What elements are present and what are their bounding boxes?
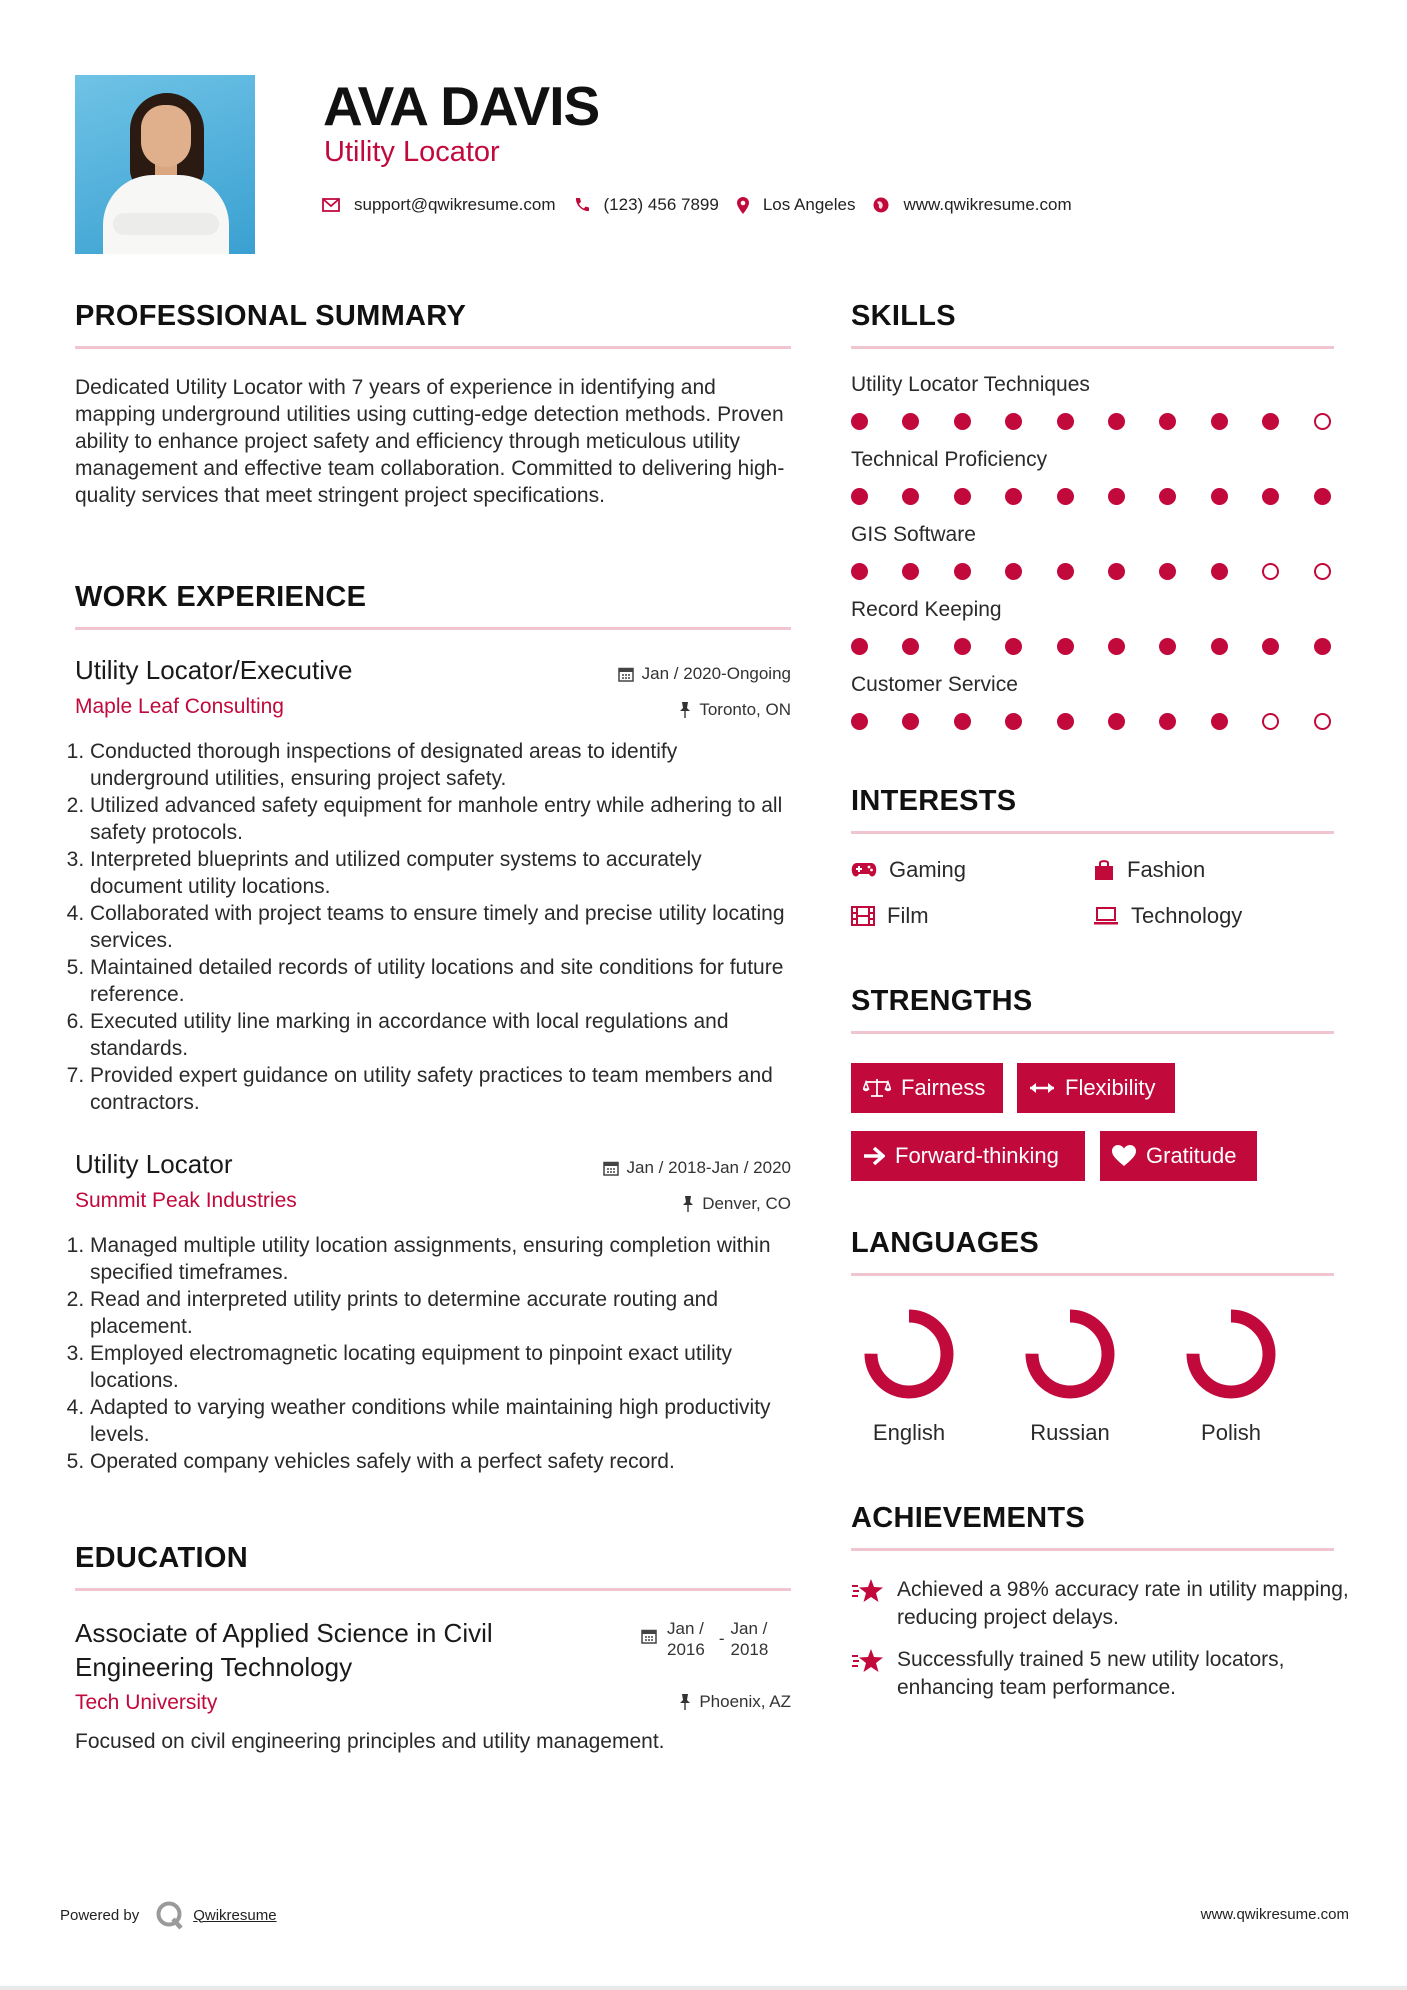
skill-name: GIS Software <box>851 523 976 546</box>
education-dates <box>641 1618 768 1660</box>
skill-dot-filled <box>1108 638 1125 655</box>
job-dates-text: Jan / 2020-Ongoing <box>641 664 791 683</box>
strength-label: Flexibility <box>1065 1075 1156 1100</box>
school-name: Tech University <box>75 1691 218 1714</box>
skill-dot-filled <box>1108 413 1125 430</box>
job-title: Utility Locator <box>75 1149 233 1179</box>
language-name: Russian <box>1030 1420 1110 1445</box>
job-title: Utility Locator/Executive <box>75 655 353 685</box>
language-name: Polish <box>1201 1420 1261 1445</box>
summary-text: Dedicated Utility Locator with 7 years of experience in identifying and mapping underground utilities using cutting-edge detection methods. Proven ability to enhance project safety and efficiency through meticulous utility management and effective team collaboration. Committed to delivering high-quality services that meet stringent project specifications. <box>75 376 785 507</box>
contact-phone-text: (123) 456 7899 <box>603 195 719 214</box>
strengths-heading: STRENGTHS <box>851 985 1033 1017</box>
summary-heading: PROFESSIONAL SUMMARY <box>75 300 467 332</box>
job-location-text: Toronto, ON <box>699 700 791 719</box>
skill-dot-filled <box>954 563 971 580</box>
duty-item: 2. Read and interpreted utility prints to determine accurate routing and placement. <box>90 1286 794 1340</box>
interest-gaming <box>851 857 966 883</box>
footer-powered-by <box>60 1900 277 1930</box>
section-divider <box>851 346 1334 349</box>
duty-item: 1. Conducted thorough inspections of designated areas to identify underground utilities, ensuring project safety. <box>90 738 794 792</box>
strength-label: Fairness <box>901 1075 986 1100</box>
globe-icon <box>873 197 889 213</box>
skill-dot-filled <box>954 488 971 505</box>
interest-label: Fashion <box>1127 857 1206 882</box>
language-level-arc <box>1032 1316 1108 1392</box>
skill-rating <box>851 411 1334 433</box>
envelope-icon <box>322 198 340 212</box>
skill-dot-filled <box>1057 563 1074 580</box>
section-divider <box>851 1273 1334 1276</box>
skill-dot-filled <box>1159 638 1176 655</box>
interest-label: Gaming <box>889 857 967 882</box>
language-item <box>1010 1306 1130 1446</box>
film-icon <box>851 906 875 926</box>
skill-name: Record Keeping <box>851 598 1002 621</box>
skill-dot-filled <box>1159 713 1176 730</box>
skill-dot-filled <box>1211 638 1228 655</box>
duty-item: 4. Collaborated with project teams to ensure timely and precise utility locating services. <box>90 900 794 954</box>
degree-title <box>75 1616 493 1684</box>
education-end <box>731 1618 769 1660</box>
skill-dot-filled <box>1005 713 1022 730</box>
strength-flexibility <box>1017 1063 1175 1113</box>
pushpin-icon <box>682 1196 694 1212</box>
pushpin-icon <box>679 1694 691 1710</box>
skill-dot-filled <box>902 713 919 730</box>
candidate-role: Utility Locator <box>324 136 500 168</box>
interest-fashion <box>1093 857 1205 883</box>
job-location <box>682 1194 791 1214</box>
skill-dot-filled <box>1057 713 1074 730</box>
contact-website[interactable] <box>873 195 1071 215</box>
job-company: Maple Leaf Consulting <box>75 695 284 718</box>
section-divider <box>851 831 1334 834</box>
skill-name: Technical Proficiency <box>851 448 1048 471</box>
job-dates <box>618 664 791 684</box>
duty-item: 7. Provided expert guidance on utility safety practices to team members and contractors. <box>90 1062 794 1116</box>
language-level-ring <box>861 1306 957 1402</box>
map-pin-icon <box>737 197 749 214</box>
language-level-arc <box>1193 1316 1269 1392</box>
qwikresume-logo-icon <box>155 1900 185 1930</box>
education-start <box>667 1618 705 1660</box>
education-start-month: Jan / <box>667 1619 704 1638</box>
skill-dot-filled <box>1108 713 1125 730</box>
section-divider <box>75 346 791 349</box>
language-level-ring <box>1022 1306 1118 1402</box>
skill-dot-filled <box>1211 713 1228 730</box>
skill-dot-filled <box>1211 413 1228 430</box>
skill-dot-filled <box>1159 413 1176 430</box>
section-divider <box>851 1548 1334 1551</box>
arrow-right-icon <box>863 1146 885 1166</box>
interests-heading: INTERESTS <box>851 785 1017 817</box>
skill-dot-filled <box>1211 563 1228 580</box>
skill-dot-filled <box>1262 413 1279 430</box>
qwikresume-brand-link[interactable]: Qwikresume <box>193 1906 277 1924</box>
skill-dot-filled <box>954 413 971 430</box>
achievement-text: Successfully trained 5 new utility locators, enhancing team performance. <box>897 1648 1285 1699</box>
language-name: English <box>872 1420 946 1445</box>
section-divider <box>75 627 791 630</box>
skill-dot-empty <box>1314 563 1331 580</box>
skill-dot-empty <box>1262 713 1279 730</box>
education-heading: EDUCATION <box>75 1542 248 1574</box>
duty-item: 6. Executed utility line marking in accordance with local regulations and standards. <box>90 1008 794 1062</box>
degree-line-2: Engineering Technology <box>75 1652 353 1682</box>
skill-dot-empty <box>1314 413 1331 430</box>
skill-dot-filled <box>1314 638 1331 655</box>
skill-dot-filled <box>1262 638 1279 655</box>
education-location-text: Phoenix, AZ <box>699 1692 791 1711</box>
language-level-ring <box>1183 1306 1279 1402</box>
contact-phone[interactable] <box>574 195 719 215</box>
skill-dot-filled <box>1057 413 1074 430</box>
education-description: Focused on civil engineering principles and utility management. <box>75 1730 665 1753</box>
strength-fairness <box>851 1063 1003 1113</box>
footer-website[interactable]: www.qwikresume.com <box>1200 1906 1349 1923</box>
job-dates-text: Jan / 2018-Jan / 2020 <box>626 1158 791 1177</box>
pushpin-icon <box>679 702 691 718</box>
skill-dot-filled <box>902 488 919 505</box>
contact-email-text: support@qwikresume.com <box>354 195 556 214</box>
duty-item: 1. Managed multiple utility location assignments, ensuring completion within specified timeframes. <box>90 1232 794 1286</box>
contact-website-text: www.qwikresume.com <box>903 195 1072 214</box>
skill-rating <box>851 486 1334 508</box>
skill-dot-filled <box>1314 488 1331 505</box>
interest-label: Film <box>887 903 929 928</box>
skill-rating <box>851 561 1334 583</box>
job-duties <box>72 738 794 1116</box>
skill-dot-filled <box>851 413 868 430</box>
education-date-separator: - <box>718 1629 725 1648</box>
language-item <box>849 1306 969 1446</box>
contact-location-text: Los Angeles <box>762 195 856 214</box>
achievements-heading: ACHIEVEMENTS <box>851 1502 1086 1534</box>
interest-technology <box>1093 903 1242 929</box>
laptop-icon <box>1093 907 1119 925</box>
skill-dot-filled <box>1211 488 1228 505</box>
strength-label: Gratitude <box>1146 1143 1237 1168</box>
experience-heading: WORK EXPERIENCE <box>75 581 367 613</box>
strength-gratitude <box>1100 1131 1257 1181</box>
calendar-icon <box>618 666 634 682</box>
skill-dot-filled <box>1159 563 1176 580</box>
duty-item: 3. Employed electromagnetic locating equipment to pinpoint exact utility locations. <box>90 1340 794 1394</box>
achievement-item <box>851 1576 1351 1632</box>
duty-item: 4. Adapted to varying weather conditions while maintaining high productivity levels. <box>90 1394 794 1448</box>
skill-dot-filled <box>1005 413 1022 430</box>
job-location-text: Denver, CO <box>702 1194 791 1213</box>
skill-dot-empty <box>1314 713 1331 730</box>
profile-photo <box>75 75 255 254</box>
skill-dot-filled <box>1159 488 1176 505</box>
star-award-icon <box>851 1578 885 1604</box>
skill-dot-filled <box>851 713 868 730</box>
powered-by-label: Powered by <box>60 1906 140 1924</box>
skill-dot-filled <box>1005 488 1022 505</box>
skill-dot-filled <box>902 638 919 655</box>
phone-icon <box>574 197 590 213</box>
education-start-year: 2016 <box>667 1640 705 1659</box>
heart-icon <box>1112 1145 1136 1167</box>
contact-email[interactable] <box>322 195 556 215</box>
duty-item: 3. Interpreted blueprints and utilized computer systems to accurately document utility locations. <box>90 846 794 900</box>
candidate-name: AVA DAVIS <box>323 75 600 137</box>
language-level-arc <box>871 1316 947 1392</box>
balance-scale-icon <box>863 1078 891 1098</box>
skill-dot-filled <box>1262 488 1279 505</box>
skill-dot-filled <box>851 563 868 580</box>
education-end-month: Jan / <box>730 1619 768 1638</box>
strength-forward-thinking <box>851 1131 1085 1181</box>
skill-dot-empty <box>1262 563 1279 580</box>
star-award-icon <box>851 1648 885 1674</box>
shopping-bag-icon <box>1093 859 1115 881</box>
skill-rating <box>851 636 1334 658</box>
section-divider <box>851 1031 1334 1034</box>
interest-label: Technology <box>1131 903 1243 928</box>
skill-dot-filled <box>1108 488 1125 505</box>
skill-dot-filled <box>902 413 919 430</box>
skill-dot-filled <box>1005 638 1022 655</box>
skill-dot-filled <box>1057 488 1074 505</box>
achievement-item <box>851 1646 1351 1702</box>
job-company: Summit Peak Industries <box>75 1189 297 1212</box>
duty-item: 2. Utilized advanced safety equipment for manhole entry while adhering to all safety protocols. <box>90 792 794 846</box>
education-end-year: 2018 <box>730 1640 769 1659</box>
skill-dot-filled <box>1057 638 1074 655</box>
skill-name: Customer Service <box>851 673 1018 696</box>
degree-line-1: Associate of Applied Science in Civil <box>75 1618 493 1648</box>
calendar-icon <box>603 1160 619 1176</box>
contact-bar <box>322 193 1090 217</box>
skill-name: Utility Locator Techniques <box>851 373 1090 396</box>
skill-dot-filled <box>851 488 868 505</box>
skill-dot-filled <box>954 638 971 655</box>
skill-dot-filled <box>1005 563 1022 580</box>
job-duties <box>72 1232 794 1475</box>
skill-rating <box>851 711 1334 733</box>
skill-dot-filled <box>902 563 919 580</box>
skill-dot-filled <box>954 713 971 730</box>
job-location <box>679 700 791 720</box>
skill-dot-filled <box>1108 563 1125 580</box>
languages-heading: LANGUAGES <box>851 1227 1039 1259</box>
job-dates <box>603 1158 791 1178</box>
page-bottom-edge <box>0 1986 1407 1990</box>
calendar-icon <box>641 1628 657 1644</box>
skills-heading: SKILLS <box>851 300 956 332</box>
achievement-text: Achieved a 98% accuracy rate in utility mapping, reducing project delays. <box>897 1578 1349 1629</box>
skill-dot-filled <box>851 638 868 655</box>
interest-film <box>851 903 929 929</box>
duty-item: 5. Maintained detailed records of utility locations and site conditions for future reference. <box>90 954 794 1008</box>
language-item <box>1171 1306 1291 1446</box>
contact-location <box>737 195 856 215</box>
section-divider <box>75 1588 791 1591</box>
strength-label: Forward-thinking <box>895 1143 1059 1168</box>
duty-item: 5. Operated company vehicles safely with a perfect safety record. <box>90 1448 794 1475</box>
education-location <box>679 1692 791 1712</box>
gamepad-icon <box>851 862 877 878</box>
arrows-horizontal-icon <box>1029 1081 1055 1095</box>
